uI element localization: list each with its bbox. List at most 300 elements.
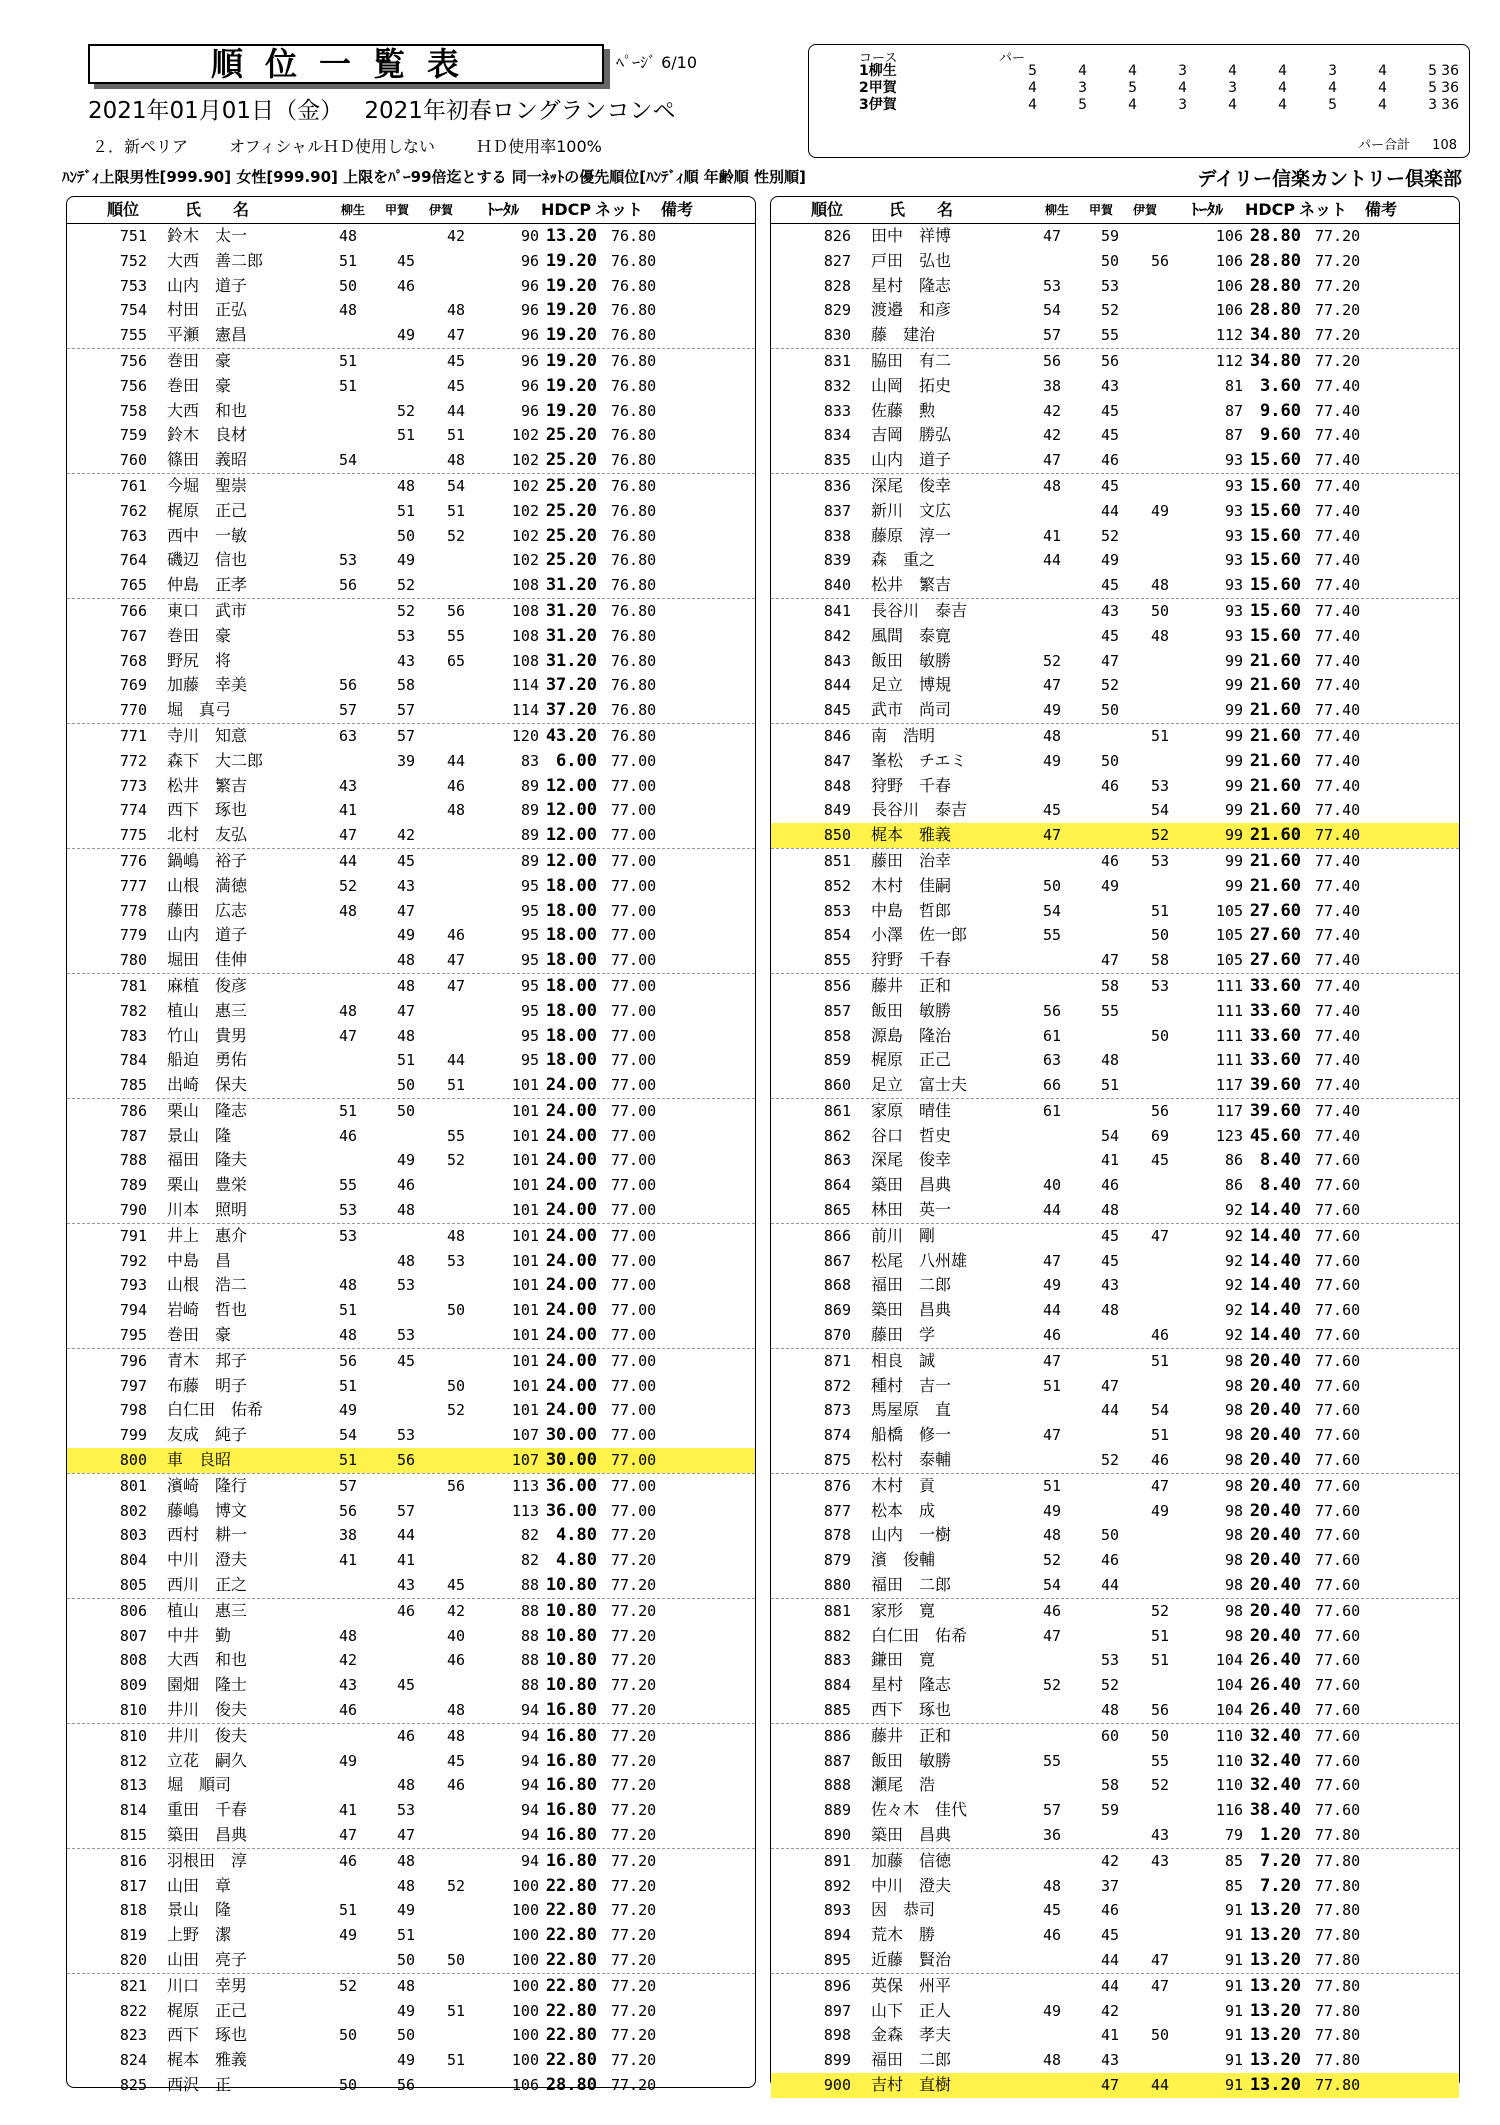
yagyu-score: 41 [339,1801,358,1820]
total: 114 [511,701,539,720]
player-name: 園畑 隆士 [167,1675,248,1695]
par-total-label: パー合計 [1358,138,1411,153]
hole-par: 4 [1378,97,1387,113]
total: 101 [511,1201,539,1220]
player-name: 井川 俊夫 [167,1700,248,1720]
total: 101 [511,1326,539,1345]
koka-score: 43 [1101,376,1120,395]
iga-score: 52 [447,1876,466,1895]
iga-score: 50 [447,1376,466,1395]
hdcp: 15.60 [1249,550,1301,571]
net: 77.40 [1315,651,1361,670]
iga-score: 49 [1151,501,1170,520]
yagyu-score: 47 [1043,1251,1062,1270]
koka-score: 59 [1101,1801,1120,1820]
total: 96 [520,376,539,395]
rank: 776 [119,851,147,870]
koka-score: 45 [1101,401,1120,420]
rank: 844 [823,676,851,695]
hdcp: 19.20 [545,250,597,271]
course-total: 36 [1441,97,1459,113]
total: 81 [1224,376,1243,395]
total: 94 [520,1701,539,1720]
hdcp: 3.60 [1260,375,1301,396]
total: 87 [1224,401,1243,420]
player-name: 中島 哲郎 [871,900,952,920]
iga-score: 46 [447,1776,466,1795]
total: 100 [511,1901,539,1920]
net: 76.80 [611,227,657,245]
iga-score: 50 [1151,926,1170,945]
rank: 768 [119,651,147,670]
net: 77.60 [1315,1326,1361,1345]
total: 98 [1224,1551,1243,1570]
hdcp: 9.60 [1260,400,1301,421]
iga-score: 45 [447,376,466,395]
table-row [771,1673,1459,1698]
net: 77.40 [1315,951,1361,970]
course-name: 3伊賀 [859,97,897,113]
hdcp: 21.60 [1249,700,1301,721]
hdcp: 4.80 [556,1550,597,1571]
rank: 892 [823,1876,851,1895]
koka-score: 45 [1101,1926,1120,1945]
hdcp: 18.00 [545,1025,597,1046]
table-row [771,374,1459,399]
yagyu-score: 52 [339,876,358,895]
net: 77.60 [1315,1576,1361,1595]
hdcp: 33.60 [1249,1000,1301,1021]
rank: 755 [119,326,147,345]
rank: 899 [823,2051,851,2070]
hdcp: 7.20 [1260,1875,1301,1896]
table-row [771,749,1459,774]
player-name: 重田 千春 [167,1800,248,1820]
iga-score: 48 [447,451,466,470]
hdcp: 13.20 [545,226,597,246]
iga-score: 52 [1151,826,1170,845]
player-name: 西下 琢也 [167,800,248,820]
rank: 800 [119,1451,147,1470]
player-name: 村田 正弘 [167,300,248,320]
table-row [771,1548,1459,1573]
yagyu-score: 49 [339,1401,358,1420]
net: 77.00 [611,976,657,995]
yagyu-score: 53 [339,1226,358,1245]
yagyu-score: 51 [339,1101,358,1120]
player-name: 巻田 豪 [167,625,232,645]
course-name: 2甲賀 [859,80,897,96]
yagyu-score: 48 [339,1626,358,1645]
hdcp: 24.00 [545,1375,597,1396]
yagyu-score: 38 [1043,376,1062,395]
course-total: 36 [1441,80,1459,96]
player-name: 加藤 信徳 [871,1850,952,1870]
total: 93 [1224,526,1243,545]
iga-score: 69 [1151,1126,1170,1145]
net: 77.20 [1315,351,1361,370]
net: 77.20 [611,1801,657,1820]
total: 99 [1224,726,1243,745]
hdcp: 27.60 [1249,925,1301,946]
net: 77.40 [1315,976,1361,995]
net: 77.00 [611,1326,657,1345]
net: 77.80 [1315,2001,1361,2020]
total: 94 [520,1851,539,1870]
hdcp: 28.80 [545,2074,597,2095]
net: 77.20 [611,1651,657,1670]
table-row [771,1874,1459,1899]
total: 99 [1224,876,1243,895]
koka-score: 46 [397,1601,416,1620]
table-row [771,1148,1459,1173]
hdcp: 12.00 [545,825,597,846]
net: 77.40 [1315,901,1361,920]
rank: 891 [823,1851,851,1870]
iga-score: 47 [447,326,466,345]
rank: 849 [823,801,851,820]
rank: 831 [823,351,851,370]
koka-score: 46 [397,1176,416,1195]
koka-score: 59 [1101,227,1120,245]
koka-score: 48 [1101,1301,1120,1320]
rank: 799 [119,1426,147,1445]
table-row [771,1398,1459,1423]
net: 77.00 [611,1201,657,1220]
yagyu-score: 48 [339,1326,358,1345]
hdcp: 13.20 [1249,2074,1301,2095]
koka-score: 60 [1101,1726,1120,1745]
net: 77.00 [611,1101,657,1120]
hdcp: 15.60 [1249,625,1301,646]
total: 95 [520,926,539,945]
net: 77.80 [1315,2051,1361,2070]
koka-score: 52 [397,601,416,620]
table-body [67,224,755,2098]
total: 98 [1224,1626,1243,1645]
player-name: 西川 正之 [167,1575,248,1595]
hdcp: 20.40 [1249,1375,1301,1396]
iga-score: 47 [1151,1476,1170,1495]
player-name: 上野 潔 [167,1925,232,1945]
table-row [771,698,1459,723]
hd-rate: ＨＤ使用率100% [476,137,602,156]
table-row [771,1473,1459,1499]
table-row [67,348,755,374]
player-name: 大西 和也 [167,400,248,420]
hdcp: 8.40 [1260,1175,1301,1196]
rank: 797 [119,1376,147,1395]
player-name: 谷口 哲史 [871,1125,952,1145]
rank: 775 [119,826,147,845]
rank: 813 [119,1776,147,1795]
hdcp: 14.40 [1249,1250,1301,1271]
yagyu-score: 47 [1043,826,1062,845]
hdcp: 16.80 [545,1700,597,1721]
net: 77.00 [611,951,657,970]
yagyu-score: 57 [1043,326,1062,345]
yagyu-score: 54 [339,1426,358,1445]
iga-score: 51 [1151,901,1170,920]
yagyu-score: 56 [339,1501,358,1520]
total: 105 [1215,951,1243,970]
yagyu-score: 42 [1043,401,1062,420]
hdcp: 24.00 [545,1175,597,1196]
koka-score: 47 [1101,951,1120,970]
rank: 856 [823,976,851,995]
rank: 852 [823,876,851,895]
yagyu-score: 51 [339,1376,358,1395]
hdcp: 36.00 [545,1475,597,1496]
rank: 832 [823,376,851,395]
total: 101 [511,1101,539,1120]
hdcp: 25.20 [545,425,597,446]
rank: 843 [823,651,851,670]
hole-par: 5 [1128,80,1137,96]
total: 96 [520,401,539,420]
rank: 803 [119,1526,147,1545]
player-name: 因 恭司 [871,1900,936,1920]
total: 92 [1224,1201,1243,1220]
col-header-hdcp: HDCP [1245,200,1296,219]
table-row [771,1523,1459,1548]
rank: 868 [823,1276,851,1295]
table-row [771,848,1459,874]
total: 111 [1215,1001,1243,1020]
rank: 812 [119,1751,147,1770]
hdcp: 19.20 [545,275,597,296]
total: 120 [511,726,539,745]
player-name: 松村 泰輔 [871,1450,952,1470]
koka-score: 45 [397,1351,416,1370]
net: 77.40 [1315,576,1361,595]
koka-score: 48 [397,1201,416,1220]
rank: 817 [119,1876,147,1895]
koka-score: 43 [397,651,416,670]
net: 77.80 [1315,1826,1361,1844]
col-header-c3: 伊賀 [1133,203,1158,217]
total: 93 [1224,576,1243,595]
rank: 881 [823,1601,851,1620]
koka-score: 45 [1101,576,1120,595]
yagyu-score: 47 [1043,1351,1062,1370]
total: 94 [520,1826,539,1844]
iga-score: 48 [1151,626,1170,645]
total: 106 [511,2075,539,2094]
player-name: 福田 隆夫 [167,1150,248,1170]
table-row [771,1823,1459,1848]
rank: 836 [823,476,851,495]
hdcp: 15.60 [1249,450,1301,471]
player-name: 瀬尾 浩 [871,1775,936,1795]
rank: 850 [823,826,851,845]
hdcp: 27.60 [1249,950,1301,971]
net: 76.80 [611,476,657,495]
net: 77.20 [611,1776,657,1795]
table-row [771,1798,1459,1823]
iga-score: 51 [447,501,466,520]
player-name: 山田 章 [167,1875,232,1895]
net: 77.60 [1315,1501,1361,1520]
koka-score: 42 [397,826,416,845]
yagyu-score: 48 [1043,726,1062,745]
table-row [67,1548,755,1573]
net: 77.80 [1315,1876,1361,1895]
rank: 758 [119,401,147,420]
player-name: 友成 純子 [167,1425,248,1445]
koka-score: 53 [1101,1651,1120,1670]
yagyu-score: 48 [339,301,358,320]
iga-score: 52 [1151,1776,1170,1795]
table-row [771,1923,1459,1948]
rank: 875 [823,1451,851,1470]
koka-score: 46 [397,276,416,295]
iga-score: 56 [1151,1701,1170,1720]
yagyu-score: 48 [1043,2051,1062,2070]
rank: 854 [823,926,851,945]
hdcp: 16.80 [545,1750,597,1771]
yagyu-score: 54 [1043,901,1062,920]
hdcp: 26.40 [1249,1675,1301,1696]
player-name: 巻田 豪 [167,375,232,395]
yagyu-score: 47 [1043,1426,1062,1445]
iga-score: 48 [447,1726,466,1745]
yagyu-score: 51 [1043,1476,1062,1495]
net: 76.80 [611,251,657,270]
player-name: 栗山 豊栄 [167,1175,248,1195]
table-row [67,473,755,499]
total: 112 [1215,326,1243,345]
hdcp: 4.80 [556,1525,597,1546]
koka-score: 46 [1101,1901,1120,1920]
total: 89 [520,826,539,845]
koka-score: 56 [397,2075,416,2094]
rank: 859 [823,1051,851,1070]
net: 77.00 [611,1126,657,1145]
rank: 786 [119,1101,147,1120]
total: 99 [1224,776,1243,795]
table-row [67,1423,755,1448]
table-row [771,1749,1459,1774]
table-row [67,1923,755,1948]
hdcp: 25.20 [545,525,597,546]
net: 77.60 [1315,1751,1361,1770]
rank: 886 [823,1726,851,1745]
table-row [67,749,755,774]
total: 91 [1224,1976,1243,1995]
yagyu-score: 46 [339,1126,358,1145]
player-name: 家形 寛 [871,1600,936,1620]
hole-par: 4 [1128,63,1137,79]
total: 102 [511,451,539,470]
iga-score: 54 [1151,801,1170,820]
hdcp: 19.20 [545,400,597,421]
table-row [67,1874,755,1899]
rank: 883 [823,1651,851,1670]
koka-score: 53 [397,1276,416,1295]
net: 76.80 [611,326,657,345]
net: 77.40 [1315,451,1361,470]
iga-score: 45 [447,1576,466,1595]
hdcp: 31.20 [545,575,597,596]
table-row [67,573,755,598]
rank: 780 [119,951,147,970]
rank: 790 [119,1201,147,1220]
yagyu-score: 51 [339,1901,358,1920]
player-name: 寺川 知意 [167,725,248,745]
net: 77.00 [611,1501,657,1520]
koka-score: 57 [397,1501,416,1520]
table-row [771,1698,1459,1723]
player-name: 木村 貢 [871,1475,936,1495]
yagyu-score: 50 [339,276,358,295]
table-header [771,197,1459,224]
koka-score: 56 [1101,351,1120,370]
net: 76.80 [611,551,657,570]
total: 100 [511,1876,539,1895]
yagyu-score: 44 [1043,1301,1062,1320]
player-name: 木村 佳嗣 [871,875,952,895]
total: 96 [520,276,539,295]
total: 101 [511,1076,539,1095]
hdcp: 12.00 [545,800,597,821]
ranking-table-right [770,196,1460,2095]
table-row [771,598,1459,624]
table-row [771,1898,1459,1923]
ranking-table-left [66,196,756,2095]
yagyu-score: 47 [1043,1626,1062,1645]
player-name: 篠田 義昭 [167,450,248,470]
table-row [771,798,1459,823]
total: 95 [520,1051,539,1070]
yagyu-score: 53 [339,1201,358,1220]
total: 92 [1224,1276,1243,1295]
hdcp: 24.00 [545,1150,597,1171]
hdcp: 13.20 [1249,1949,1301,1970]
koka-score: 51 [397,501,416,520]
player-name: 西下 琢也 [871,1700,952,1720]
iga-score: 51 [1151,726,1170,745]
table-row [771,1323,1459,1348]
table-row [771,573,1459,598]
net: 77.20 [611,1876,657,1895]
col-header-c2: 甲賀 [385,203,410,217]
player-name: 深尾 俊幸 [871,1150,952,1170]
yagyu-score: 51 [339,351,358,370]
koka-score: 51 [1101,1076,1120,1095]
net: 77.40 [1315,1076,1361,1095]
rank: 873 [823,1401,851,1420]
rank: 880 [823,1576,851,1595]
hole-par: 4 [1328,80,1337,96]
table-row [67,448,755,473]
koka-score: 46 [1101,851,1120,870]
rank: 819 [119,1926,147,1945]
table-row [67,1848,755,1874]
col-header-rank: 順位 [811,200,844,219]
table-row [67,1773,755,1798]
table-row [771,274,1459,299]
yagyu-score: 66 [1043,1076,1062,1095]
hdcp: 16.80 [545,1850,597,1871]
total: 101 [511,1301,539,1320]
net: 77.40 [1315,1101,1361,1120]
rank: 897 [823,2001,851,2020]
rank: 833 [823,401,851,420]
total: 93 [1224,601,1243,620]
iga-score: 51 [1151,1651,1170,1670]
hdcp: 36.00 [545,1500,597,1521]
